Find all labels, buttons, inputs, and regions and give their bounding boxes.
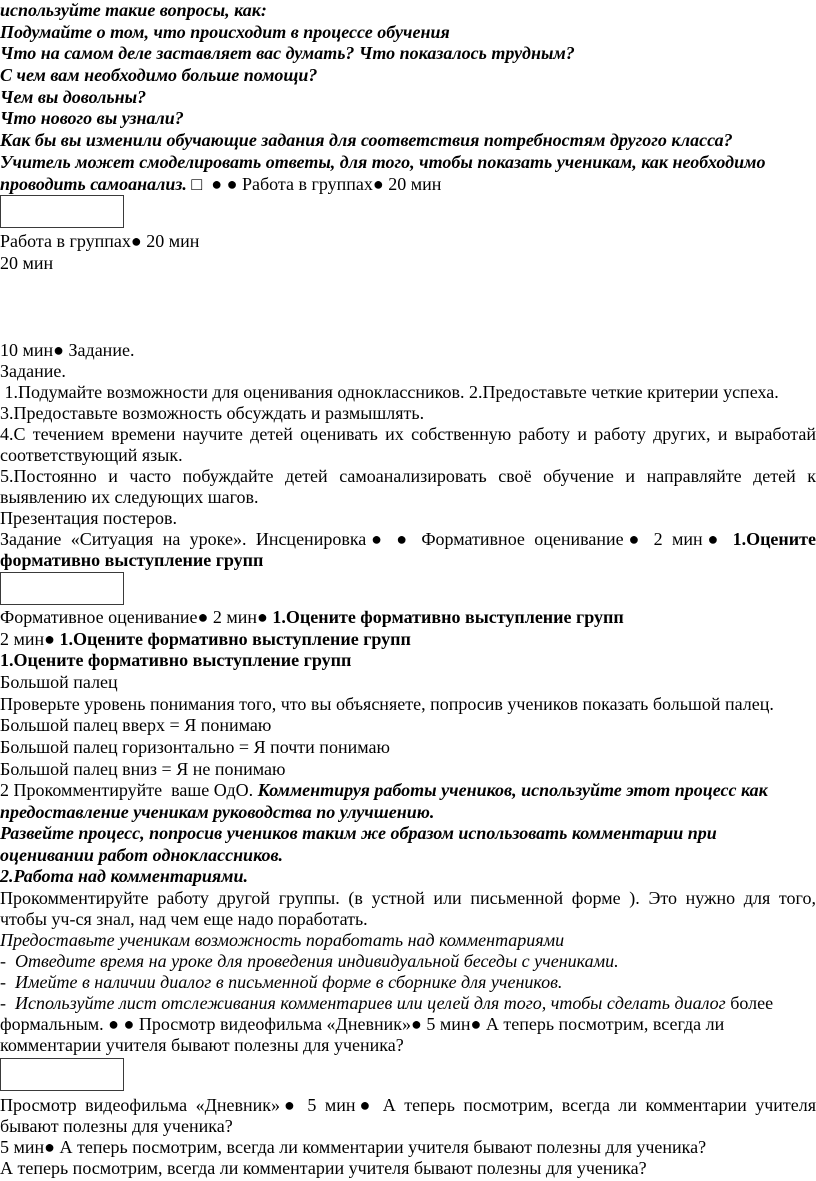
task-timing: 10 мин● Задание. xyxy=(0,339,135,360)
image-frame xyxy=(0,1058,124,1091)
reflection-prompt-intro: используйте такие вопросы, как: xyxy=(0,0,267,20)
image-frame xyxy=(0,195,124,228)
reflection-question: Как бы вы изменили обучающие задания для соответствия потребностям другого класса? xyxy=(0,130,733,151)
video-stage-line: комментарии учителя бывают полезны для ученика? xyxy=(0,1035,404,1056)
assessment-heading-text: 1.Оцените формативно выступление групп xyxy=(272,607,624,628)
task-block xyxy=(0,340,816,572)
thumb-method-description: Проверьте уровень понимания того, что вы объясняете, попросив учеников показать большой палец. xyxy=(0,693,774,714)
comment-guidance-text: Комментируя работы учеников, используйте этот процесс как xyxy=(257,780,768,801)
feedback-tip-item: - Имейте в наличии диалог в письменной форме в сборнике для учеников. xyxy=(0,971,563,992)
reflection-question: Что на самом деле заставляет вас думать? Что показалось трудным? xyxy=(0,43,575,64)
teacher-modeling-note: Учитель может смоделировать ответы, для того, чтобы показать ученикам, как необходимо xyxy=(0,151,766,172)
comment-guidance-text: Развейте процесс, попросив учеников таким же образом использовать комментарии при xyxy=(0,823,717,844)
reflection-question: Подумайте о том, что происходит в процессе обучения xyxy=(0,21,450,42)
feedback-tip-text-end: более xyxy=(725,993,774,1013)
assessment-heading: 1.Оцените формативно выступление групп xyxy=(0,650,352,671)
assessment-timing-line xyxy=(0,629,816,651)
comment-guidance-text: оценивании работ одноклассников. xyxy=(0,845,284,866)
video-question-line: А теперь посмотрим, всегда ли комментарии учителя бывают полезны для ученика? xyxy=(0,1157,647,1178)
feedback-tips-intro: Предоставьте ученикам возможность поработать над комментариями xyxy=(0,929,565,950)
task-step: 3.Предоставьте возможность обсуждать и размышлять. xyxy=(0,402,425,423)
task-step-continued: соответствующий язык. xyxy=(0,444,183,465)
thumb-scale-item: Большой палец горизонтально = Я почти понимаю xyxy=(0,736,390,757)
scenario-task-text: Задание «Ситуация на уроке». Инсценировка● ● Формативное оценивание● 2 мин● xyxy=(0,529,733,550)
task-step: 1.Подумайте возможности для оценивания одноклассников. 2.Предоставьте четкие критерии успеха. xyxy=(0,381,779,402)
video-stage-line: бывают полезны для ученика? xyxy=(0,1115,233,1136)
poster-presentation: Презентация постеров. xyxy=(0,508,177,529)
task-label: Задание. xyxy=(0,360,66,381)
assessment-timing-text: 2 мин● xyxy=(0,628,60,649)
assessment-heading-fragment: 1.Оцените xyxy=(732,529,816,550)
feedback-tip-item xyxy=(0,993,816,1014)
feedback-instruction: Прокомментируйте работу другой группы. (в устной или письменной форме ). Это нужно для того, xyxy=(0,887,816,908)
feedback-tip-text: - Используйте лист отслеживания комментариев или целей для того, чтобы сделать диалог xyxy=(0,993,726,1013)
assessment-timing-text: Формативное оценивание● 2 мин● xyxy=(0,607,273,628)
assessment-heading-text: 1.Оцените формативно выступление групп xyxy=(59,628,411,649)
feedback-heading: 2.Работа над комментариями. xyxy=(0,866,249,887)
reflection-question: Что нового вы узнали? xyxy=(0,108,184,129)
assessment-heading-fragment: формативно выступление групп xyxy=(0,550,264,571)
feedback-instruction-continued: чтобы уч-ся знал, над чем еще надо поработать. xyxy=(0,908,368,929)
reflection-question: С чем вам необходимо больше помощи? xyxy=(0,65,318,86)
reflection-questions-block xyxy=(0,0,816,195)
thumb-method-title: Большой палец xyxy=(0,672,118,693)
feedback-tip-item: - Отведите время на уроке для проведения индивидуальной беседы с учениками. xyxy=(0,950,619,971)
comment-guidance-text: предоставление ученикам руководства по улучшению. xyxy=(0,801,435,822)
video-stage-line: формальным. ● ● Просмотр видеофильма «Дневник»● 5 мин● А теперь посмотрим, всегда ли xyxy=(0,1014,725,1035)
video-question-line: 5 мин● А теперь посмотрим, всегда ли комментарии учителя бывают полезны для ученика? xyxy=(0,1136,707,1157)
task-step: 4.С течением времени научите детей оценивать их собственную работу и работу других, и выработай xyxy=(0,423,816,444)
teacher-modeling-note-text: проводить самоанализ. xyxy=(0,173,187,194)
duration-text: 20 мин xyxy=(0,252,54,273)
scenario-task-line xyxy=(0,529,816,550)
reflection-question: Чем вы довольны? xyxy=(0,86,147,107)
task-step-continued: выявлению их следующих шагов. xyxy=(0,487,259,508)
task-step: 5.Постоянно и часто побуждайте детей самоанализировать своё обучение и направляйте детей к xyxy=(0,466,816,487)
image-frame xyxy=(0,572,124,605)
comment-instruction-line xyxy=(0,780,816,802)
group-work-timing: Работа в группах● 20 мин xyxy=(0,231,200,251)
comment-step-text: 2 Прокомментируйте ваше ОдО. xyxy=(0,780,258,801)
video-stage-line: Просмотр видеофильма «Дневник»● 5 мин● А теперь посмотрим, всегда ли комментарии учителя xyxy=(0,1094,816,1115)
thumb-scale-item: Большой палец вниз = Я не понимаю xyxy=(0,758,286,779)
assessment-block xyxy=(0,607,816,867)
thumb-scale-item: Большой палец вверх = Я понимаю xyxy=(0,715,272,736)
group-work-timing-text: □ ● ● Работа в группах● 20 мин xyxy=(186,173,442,194)
video-block xyxy=(0,1095,816,1179)
teacher-modeling-note-end-line xyxy=(0,174,816,196)
assessment-timing-line xyxy=(0,607,816,629)
group-work-block xyxy=(0,231,816,274)
feedback-block xyxy=(0,866,816,1056)
